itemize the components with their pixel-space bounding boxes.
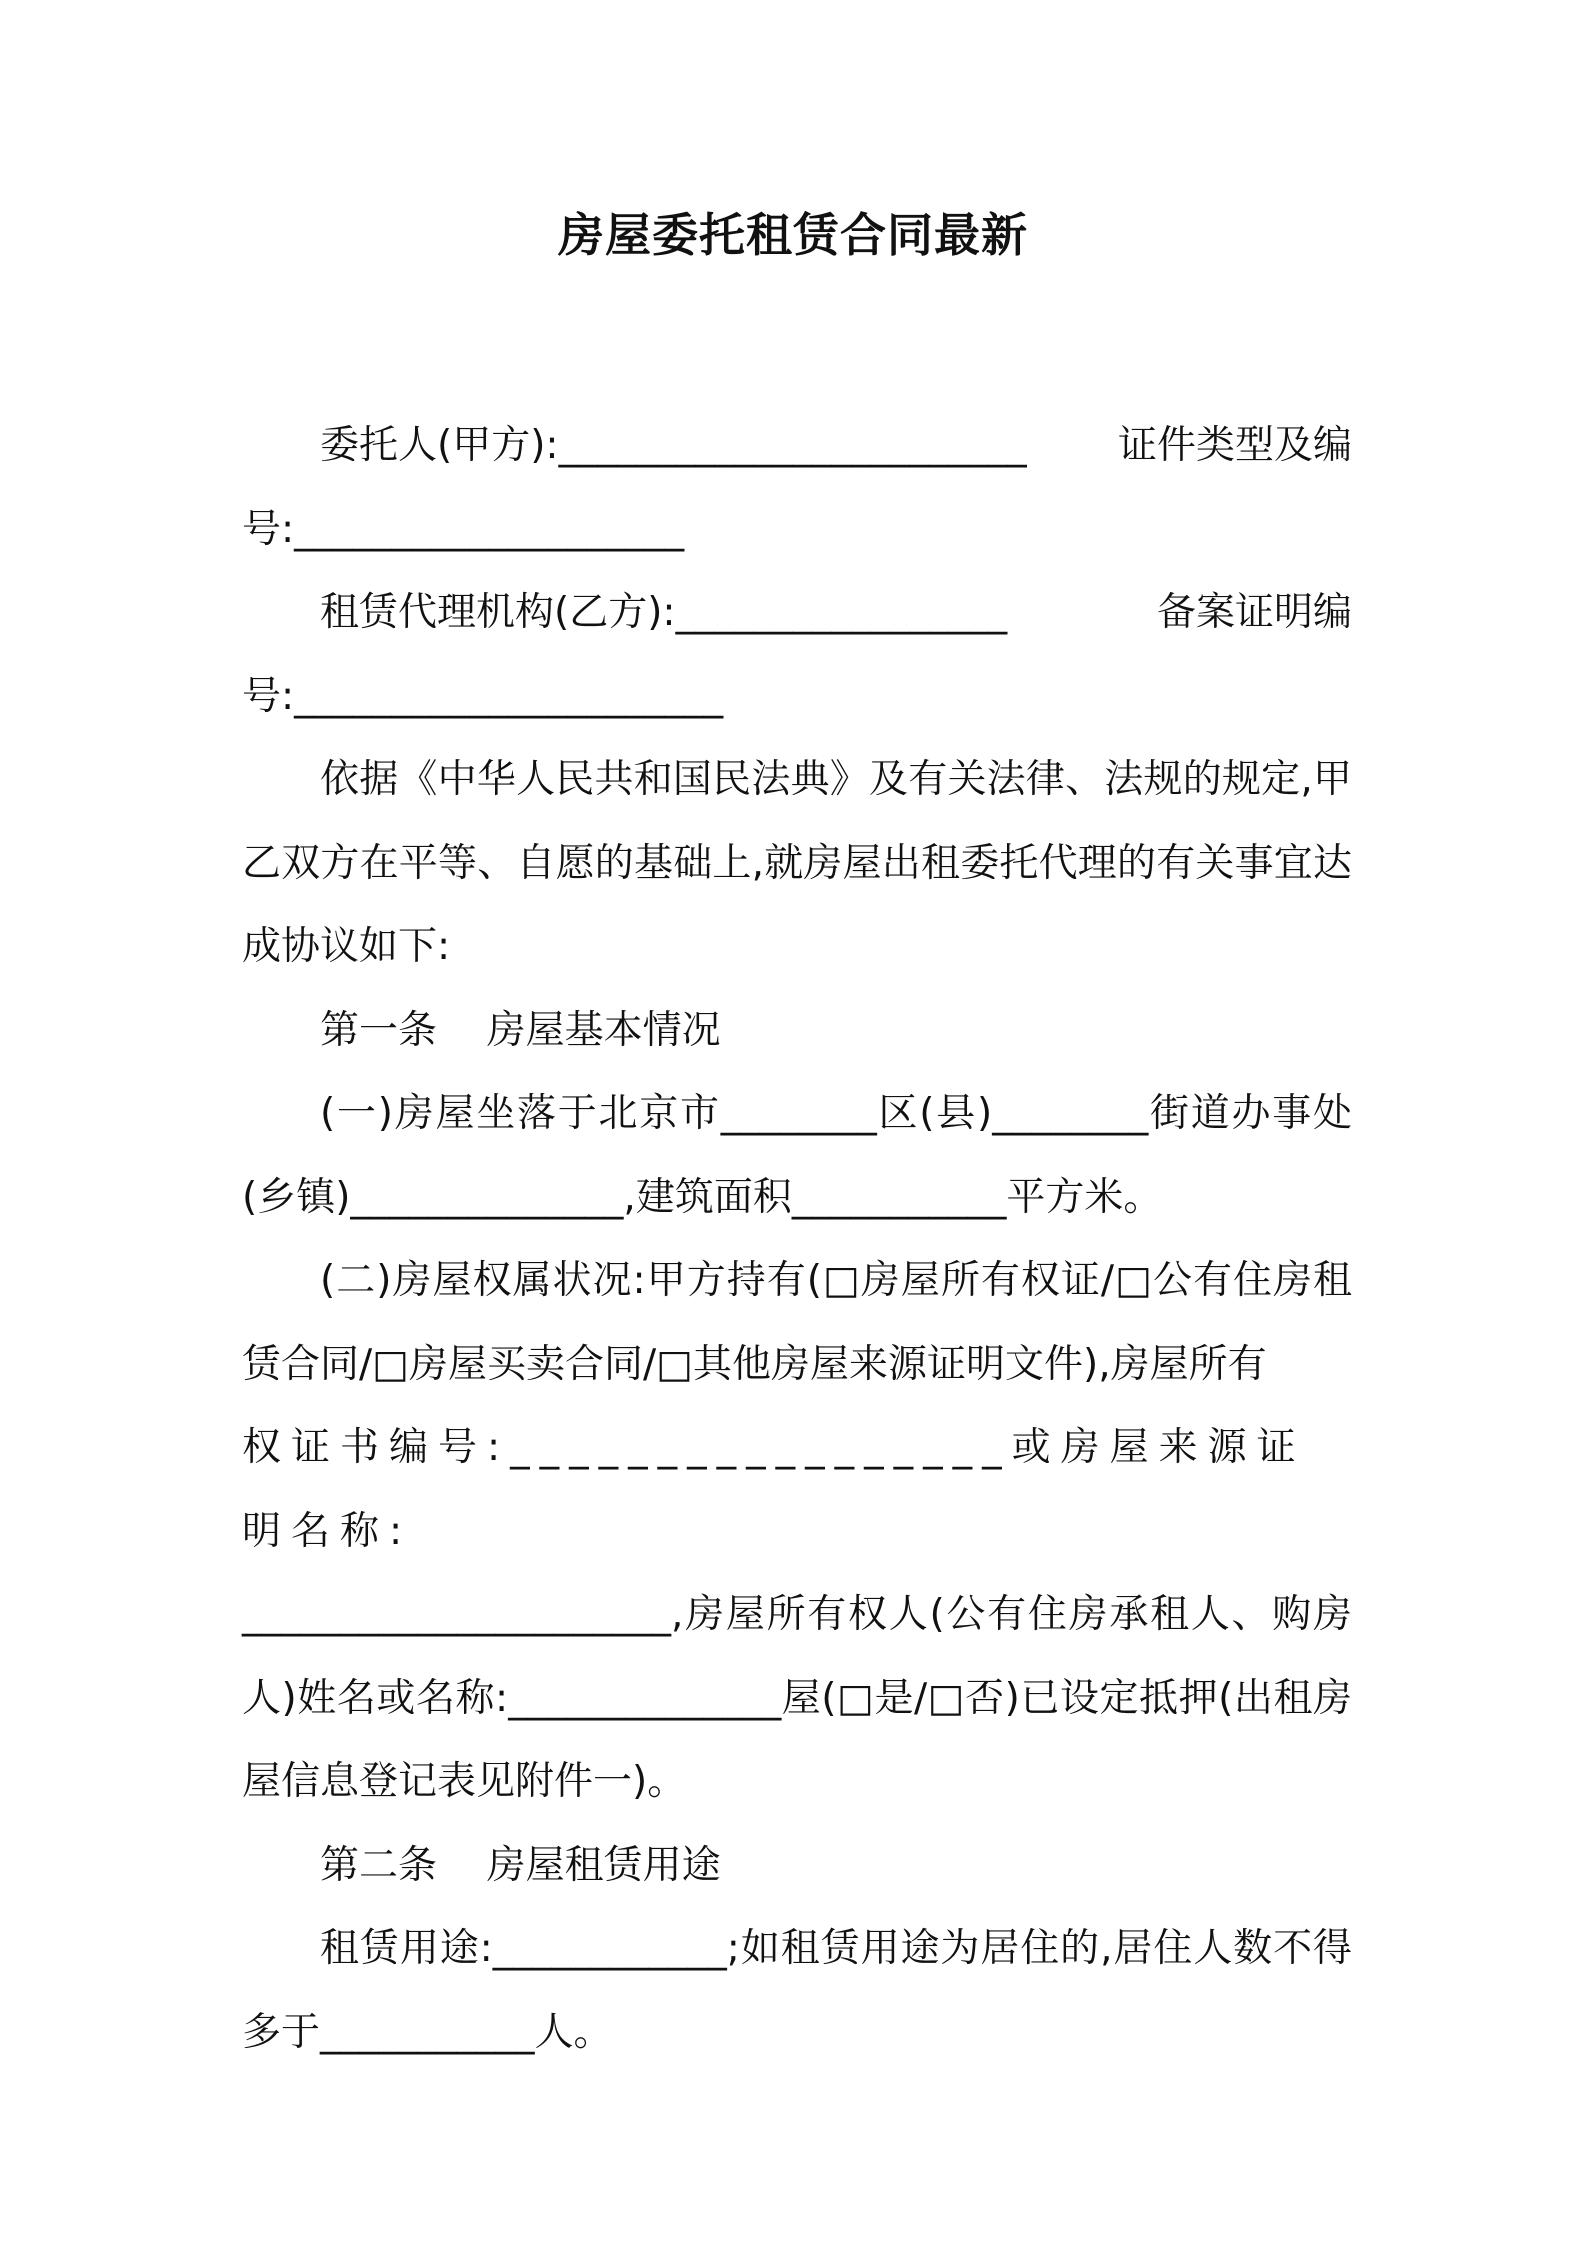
- party-b-line: [242, 571, 1352, 655]
- article-1-item-2-certificate: 权证书编号:_________________或房屋来源证明名称:: [242, 1425, 1306, 1554]
- article-2-heading: 第二条 房屋租赁用途: [320, 1842, 721, 1888]
- party-b-field: 租赁代理机构(乙方):_________________: [320, 590, 1008, 635]
- party-a-id-label: 证件类型及编: [1117, 423, 1352, 468]
- contract-body: [242, 404, 1352, 2074]
- party-a-field: 委托人(甲方):________________________: [320, 423, 1027, 468]
- preamble-paragraph: 依据《中华人民共和国民法典》及有关法律、法规的规定,甲乙双方在平等、自愿的基础上,就房屋出租委托代理的有关事宜达成协议如下:: [242, 757, 1352, 969]
- article-2-body: 租赁用途:____________;如租赁用途为居住的,居住人数不得多于___________人。: [242, 1926, 1352, 2055]
- party-b-filing-label: 备案证明编: [1156, 590, 1352, 635]
- document-title: 房屋委托租赁合同最新: [558, 208, 1028, 262]
- party-a-line: [242, 404, 1352, 488]
- party-b-filing-field: 号:______________________: [242, 673, 724, 719]
- article-1-item-2-owner: ______________________,房屋所有权人(公有住房承租人、购房人)姓名或名称:______________屋(□是/□否)已设定抵押(出租房屋信息登记表见附件一)。: [242, 1592, 1352, 1804]
- article-1-heading: 第一条 房屋基本情况: [320, 1007, 721, 1053]
- party-a-id-field: 号:____________________: [242, 506, 685, 552]
- article-1-item-1: (一)房屋坐落于北京市________区(县)________街道办事处(乡镇)______________,建筑面积___________平方米。: [242, 1091, 1352, 1220]
- article-1-item-2: (二)房屋权属状况:甲方持有(□房屋所有权证/□公有住房租赁合同/□房屋买卖合同/□其他房屋来源证明文件),房屋所有: [242, 1258, 1352, 1387]
